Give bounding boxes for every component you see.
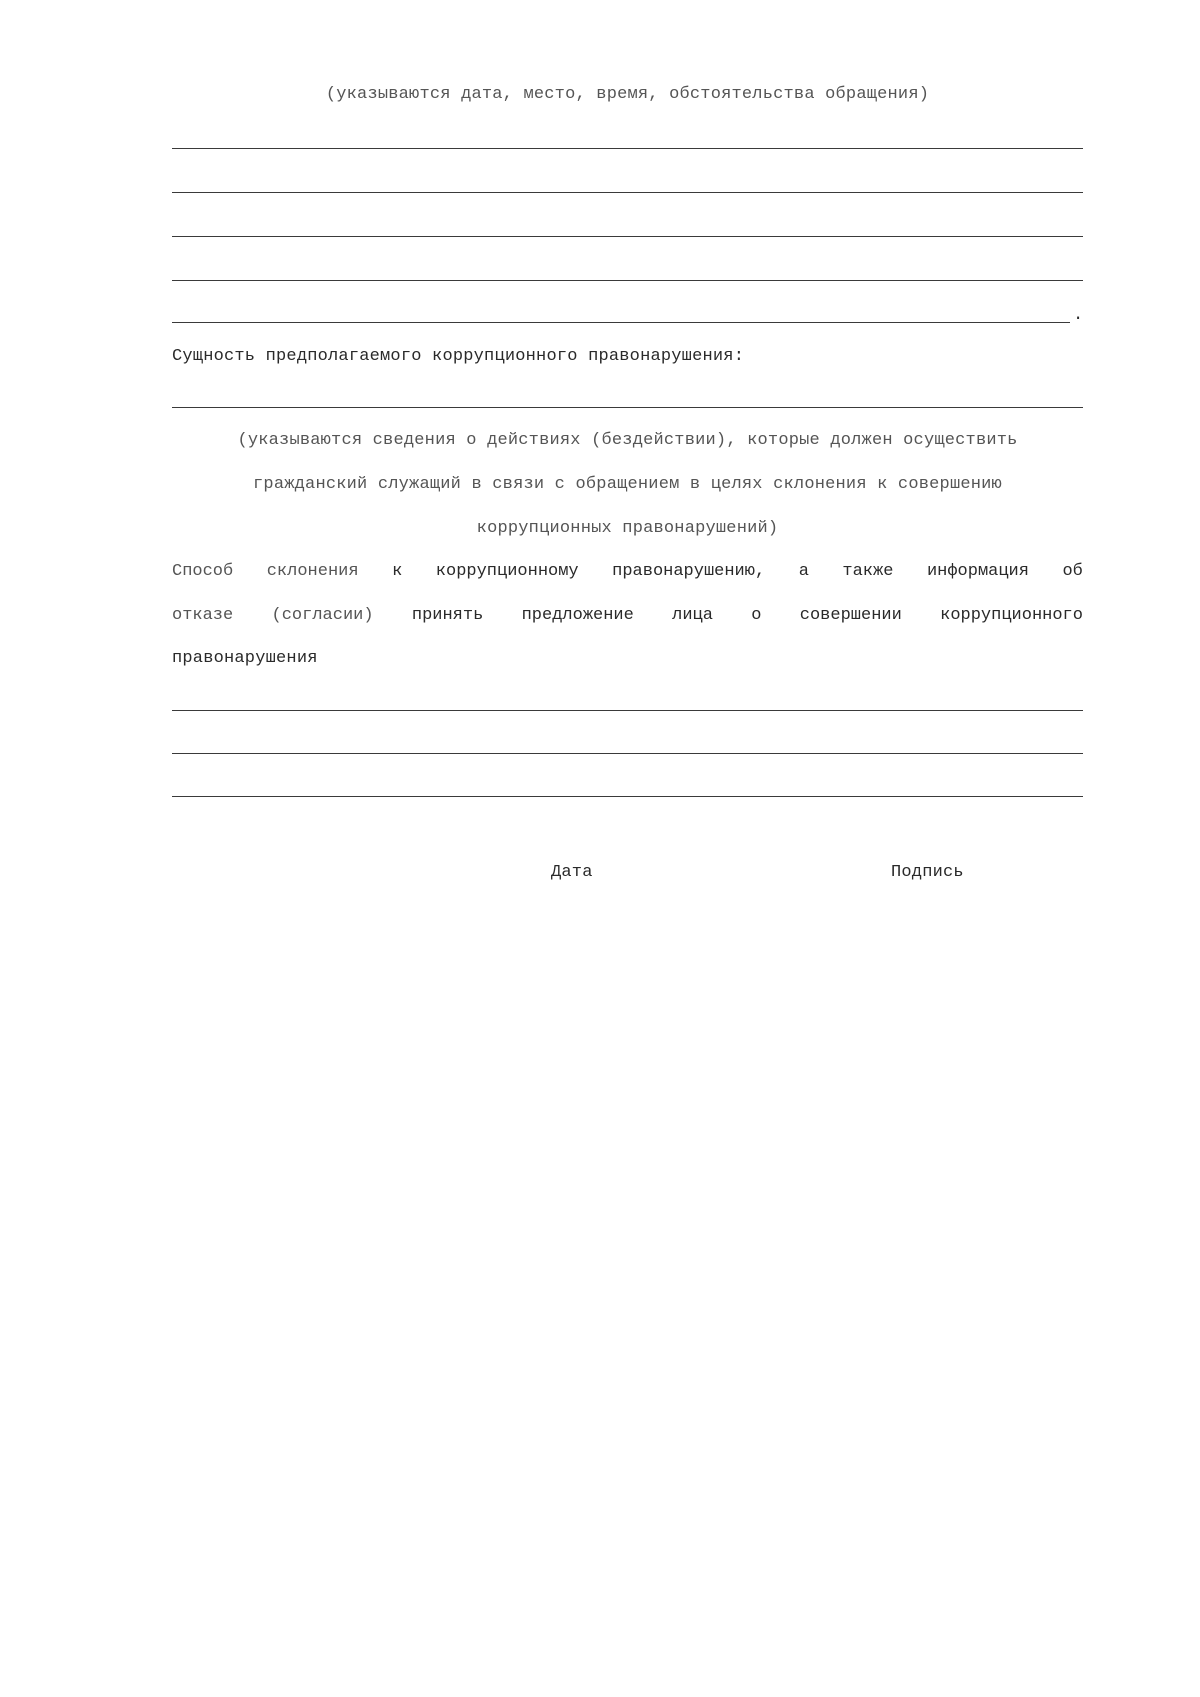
blank-line-4[interactable]: [172, 280, 1083, 281]
essence-caption-line-2: гражданский служащий в связи с обращением в целях склонения к совершению: [253, 475, 1002, 494]
word: Способ: [172, 562, 234, 581]
essence-caption-line-1: (указываются сведения о действиях (бездействии), которые должен осуществить: [237, 431, 1018, 450]
blank-line-2[interactable]: [172, 192, 1083, 193]
word: лица: [672, 606, 713, 625]
method-blank-line-3[interactable]: [172, 796, 1083, 797]
word: совершении: [799, 606, 902, 625]
word: склонения: [266, 562, 359, 581]
header-caption: (указываются дата, место, время, обстоятельства обращения): [325, 85, 930, 104]
method-blank-line-1[interactable]: [172, 710, 1083, 711]
end-period: .: [1073, 306, 1084, 325]
word: отказе: [172, 606, 234, 625]
method-paragraph-line-1: [172, 561, 1083, 583]
word: правонарушению,: [612, 562, 766, 581]
essence-label: Сущность предполагаемого коррупционного правонарушения:: [172, 347, 745, 366]
word: о: [751, 606, 762, 625]
word: предложение: [521, 606, 634, 625]
word: принять: [411, 606, 484, 625]
word: а: [798, 562, 809, 581]
method-blank-line-2[interactable]: [172, 753, 1083, 754]
word: об: [1062, 562, 1083, 581]
word: информация: [926, 562, 1029, 581]
word: к: [392, 562, 403, 581]
word: также: [842, 562, 894, 581]
word: коррупционного: [940, 606, 1083, 625]
essence-caption-line-3: коррупционных правонарушений): [476, 519, 779, 538]
essence-blank-line[interactable]: [172, 407, 1083, 408]
method-paragraph-line-2: [172, 605, 1083, 627]
word: коррупционному: [435, 562, 579, 581]
blank-line-3[interactable]: [172, 236, 1083, 237]
word: (согласии): [271, 606, 374, 625]
date-label: Дата: [551, 863, 593, 882]
blank-line-5[interactable]: [172, 322, 1070, 323]
method-paragraph-line-3: правонарушения: [172, 649, 318, 668]
blank-line-1[interactable]: [172, 148, 1083, 149]
signature-label: Подпись: [891, 863, 964, 882]
